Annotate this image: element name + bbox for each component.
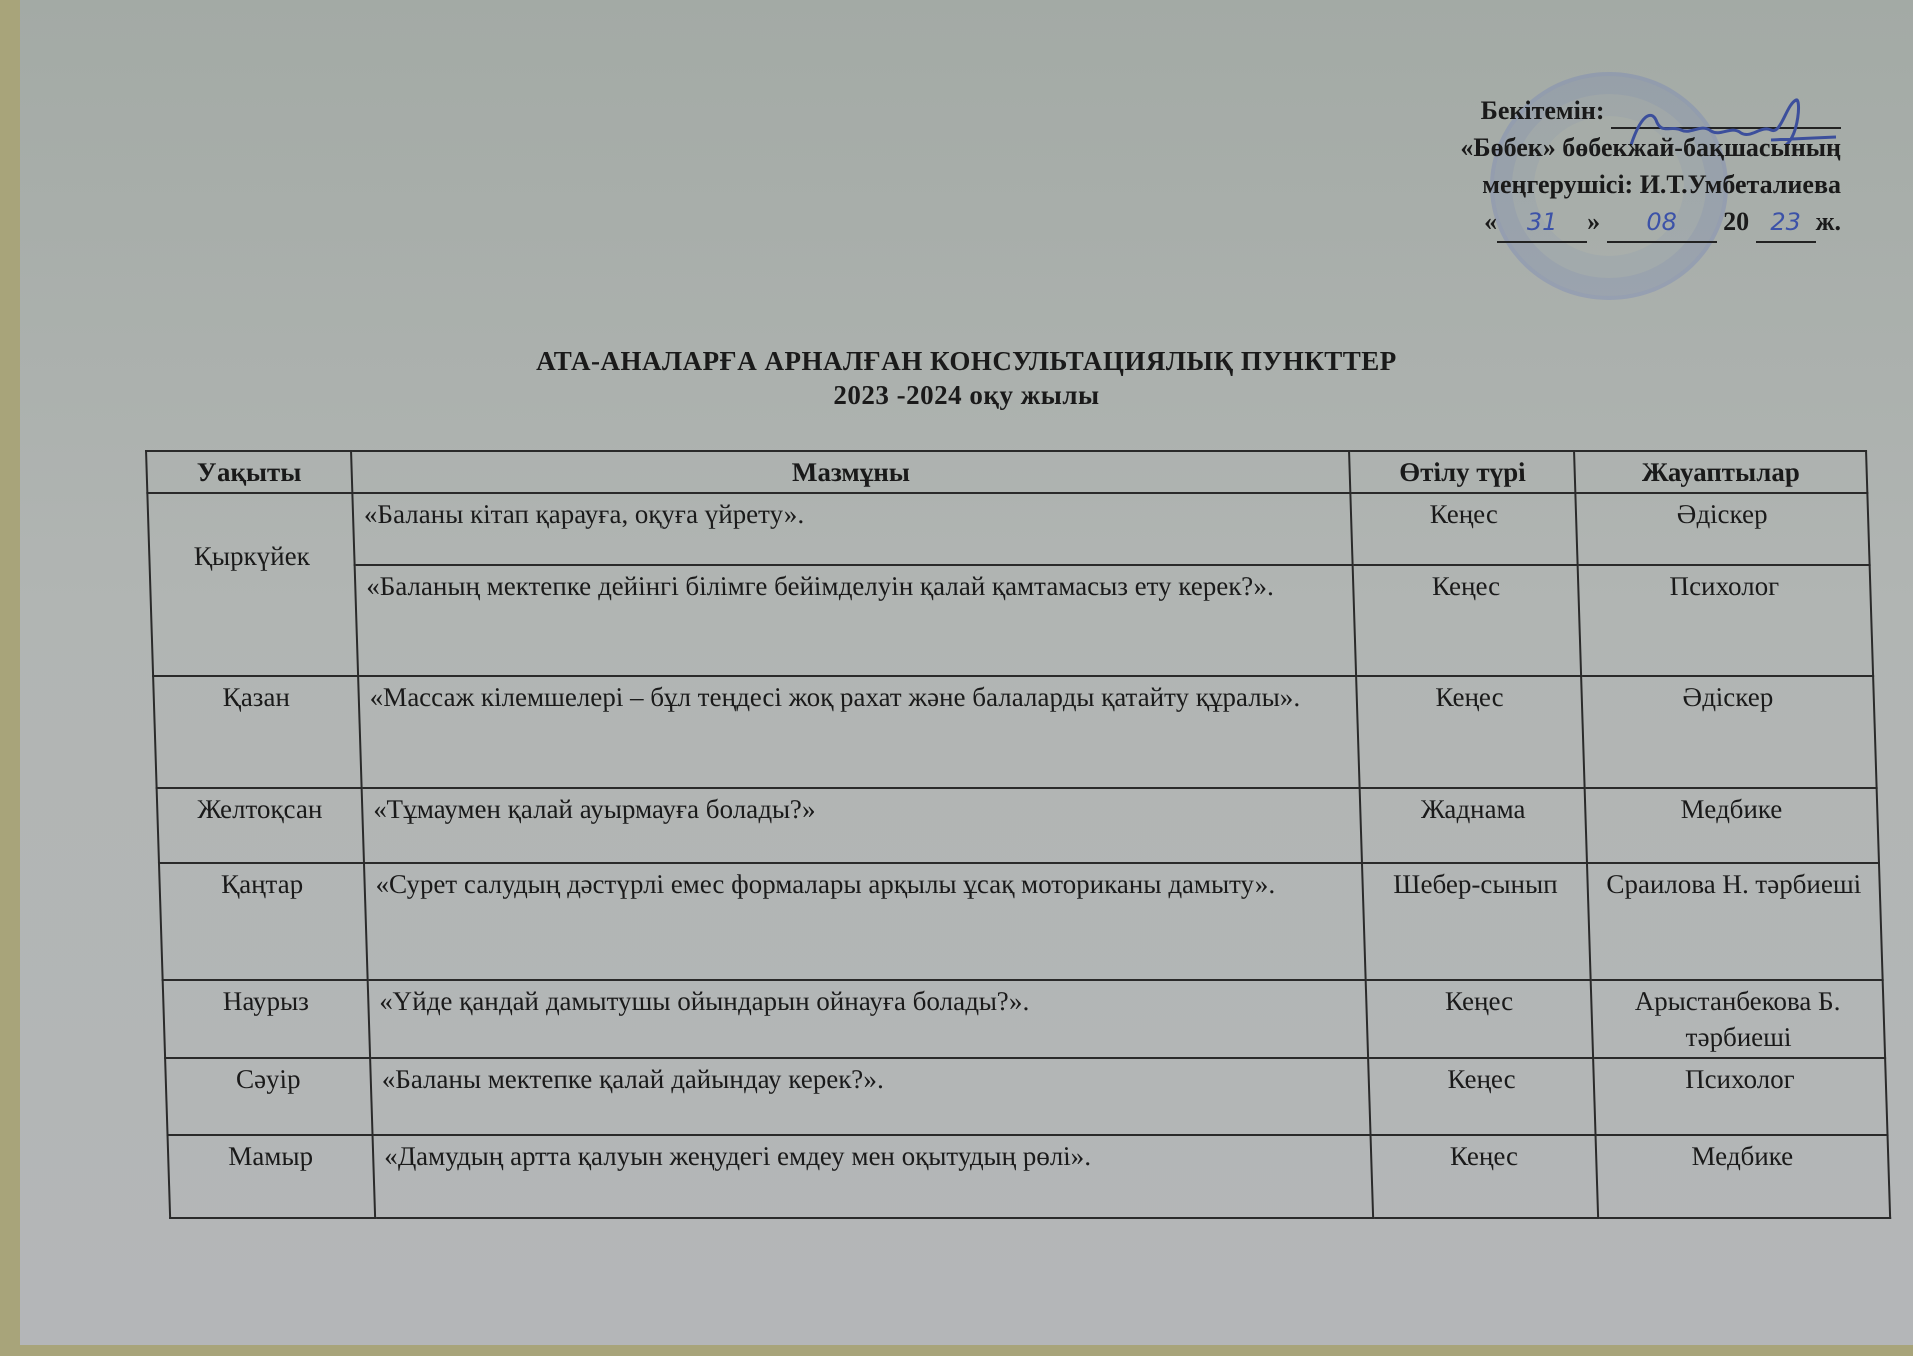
approval-label: Бекітемін: [1480,96,1605,125]
approval-org: «Бөбек» бөбекжай-бақшасының [1460,133,1841,162]
cell-month: Мамыр [168,1135,375,1218]
cell-responsible: Медбике [1596,1135,1890,1218]
consultation-table [145,450,1891,1219]
cell-type: Кеңес [1366,980,1593,1058]
cell-responsible: Психолог [1578,565,1873,676]
approval-date: « 31 » 08 20 23 ж. [1460,203,1841,243]
cell-type: Кеңес [1356,676,1584,788]
cell-type: Кеңес [1368,1058,1595,1135]
cell-type: Кеңес [1351,493,1578,565]
document-title [20,344,1913,412]
table-row [150,565,1873,676]
document-page [20,0,1913,1345]
cell-type: Шебер-сынып [1362,863,1590,980]
header-content: Мазмұны [351,451,1351,493]
table-row [147,493,1869,565]
header-responsible: Жауаптылар [1574,451,1867,493]
cell-content: «Дамудың артта қалуын жеңудегі емдеу мен оқытудың рөлі». [372,1135,1373,1218]
table-row [157,788,1879,863]
table-row [168,1135,1891,1218]
title-sub: 2023 -2024 оқу жылы [833,380,1100,410]
cell-month: Наурыз [163,980,370,1058]
cell-content: «Баланы кітап қарауға, оқуға үйрету». [352,493,1353,565]
cell-month: Қаңтар [159,863,368,980]
approval-head: меңгерушісі: И.Т.Умбеталиева [1482,170,1841,199]
table-row [163,980,1885,1058]
cell-month: Қазан [153,676,361,788]
table-row [153,676,1877,788]
date-month: 08 [1607,204,1717,243]
approval-block [1460,92,1841,243]
header-type: Өтілу түрі [1349,451,1575,493]
cell-responsible: Әдіскер [1581,676,1876,788]
cell-month: Желтоқсан [157,788,364,863]
cell-type: Жаднама [1360,788,1587,863]
cell-content: «Баланың мектепке дейінгі білімге бейімделуін қалай қамтамасыз ету керек?». [355,565,1357,676]
header-time: Уақыты [146,451,352,493]
cell-month: Қыркүйек [147,493,358,676]
title-main: АТА-АНАЛАРҒА АРНАЛҒАН КОНСУЛЬТАЦИЯЛЫҚ ПУНКТТЕР [536,346,1397,376]
date-day: 31 [1497,204,1587,243]
table-header-row [146,451,1867,493]
date-year: 23 [1756,204,1816,243]
cell-responsible: Арыстанбекова Б. тәрбиеші [1591,980,1885,1058]
cell-content: «Массаж кілемшелері – бұл теңдесі жоқ рахат және балаларды қатайту құралы». [358,676,1360,788]
cell-responsible: Әдіскер [1576,493,1870,565]
table-row [159,863,1883,980]
cell-responsible: Психолог [1593,1058,1887,1135]
cell-type: Кеңес [1371,1135,1598,1218]
signature [1611,95,1841,129]
cell-responsible: Медбике [1585,788,1879,863]
cell-content: «Баланы мектепке қалай дайындау керек?». [370,1058,1371,1135]
cell-content: «Үйде қандай дамытушы ойындарын ойнауға болады?». [368,980,1369,1058]
cell-type: Кеңес [1353,565,1581,676]
cell-content: «Тұмаумен қалай ауырмауға болады?» [362,788,1363,863]
table-row [165,1058,1887,1135]
cell-content: «Сурет салудың дәстүрлі емес формалары арқылы ұсақ моториканы дамыту». [364,863,1366,980]
cell-month: Сәуір [165,1058,372,1135]
cell-responsible: Сраилова Н. тәрбиеші [1587,863,1883,980]
